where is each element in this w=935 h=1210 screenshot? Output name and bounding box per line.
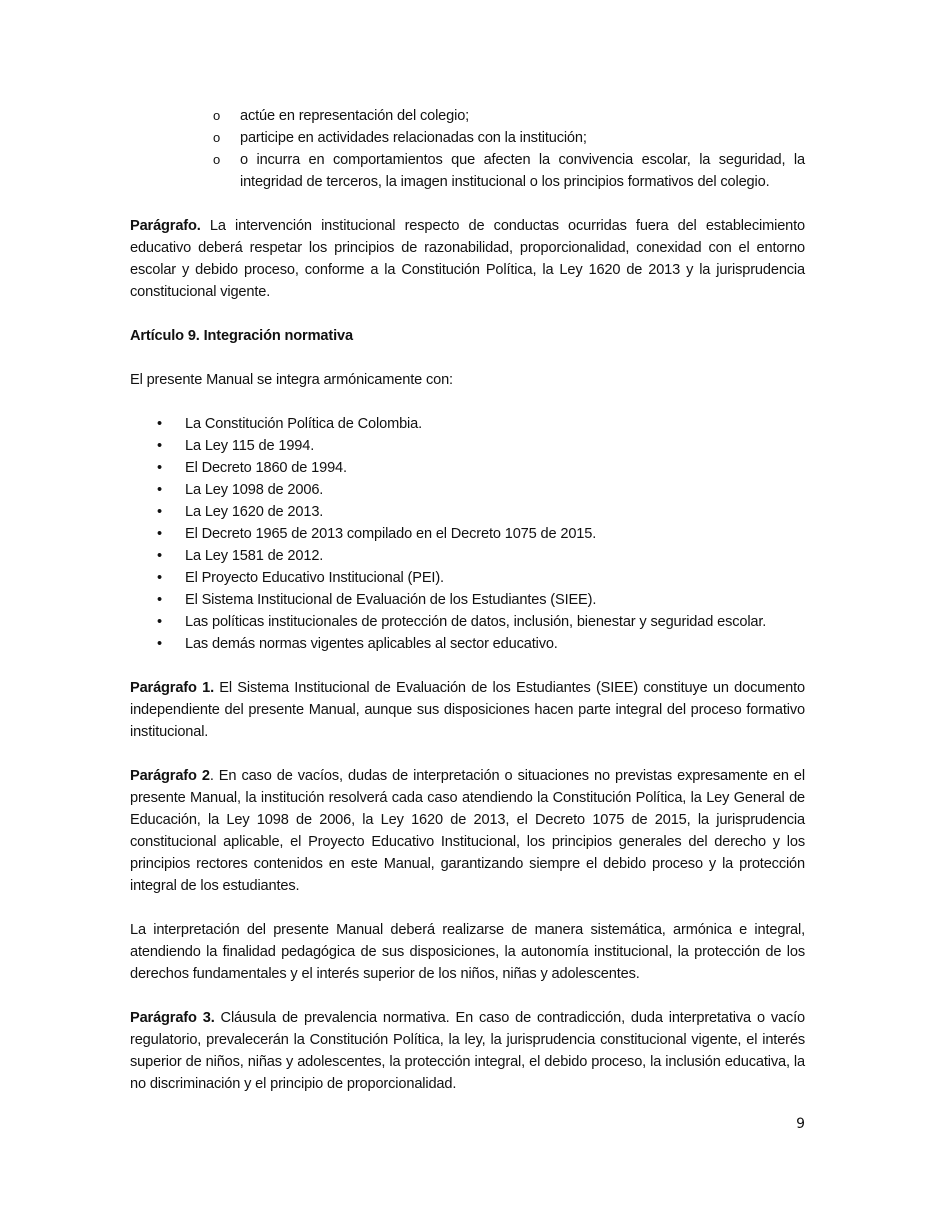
list-item: o o incurra en comportamientos que afecten la convivencia escolar, la seguridad, la integridad de terceros, la imagen institucional o los principios formativos del colegio. [130,149,805,193]
list-item: • El Proyecto Educativo Institucional (PEI). [130,567,805,589]
bullet-icon: • [157,460,162,476]
list-item: o participe en actividades relacionadas con la institución; [130,127,805,149]
conduct-sublist [130,105,805,193]
list-item: • La Ley 115 de 1994. [130,435,805,457]
list-item: o actúe en representación del colegio; [130,105,805,127]
paragraph-paragrafo-1: Parágrafo 1. El Sistema Institucional de Evaluación de los Estudiantes (SIEE) constituye un documento independiente del presente Manual, aunque sus disposiciones hacen parte integral del proceso formativo institucional. [130,680,805,740]
list-item: • La Ley 1581 de 2012. [130,545,805,567]
list-item: • Las demás normas vigentes aplicables al sector educativo. [130,633,805,655]
paragraph-paragrafo: Parágrafo. La intervención institucional respecto de conductas ocurridas fuera del establecimiento educativo deberá respetar los principios de razonabilidad, proporcionalidad, conexidad con el entorno escolar y debido proceso, conforme a la Constitución Política, la Ley 1620 de 2013 y la jurisprudencia constitucional vigente. [130,218,805,300]
circle-bullet-icon: o [213,108,221,123]
bullet-icon: • [157,570,162,586]
bullet-icon: • [157,504,162,520]
paragraph-paragrafo-3: Parágrafo 3. Cláusula de prevalencia normativa. En caso de contradicción, duda interpretativa o vacío regulatorio, prevalecerán la Constitución Política, la ley, la jurisprudencia constitucional vigente, el interés superior de niños, niñas y adolescentes, la protección integral, el debido proceso, la inclusión educativa, la no discriminación y el principio de proporcionalidad. [130,1010,805,1092]
bullet-icon: • [157,482,162,498]
bullet-icon: • [157,614,162,630]
paragrafo-label: Parágrafo. [130,218,201,234]
circle-bullet-icon: o [213,152,221,167]
article-intro: El presente Manual se integra armónicamente con: [130,372,453,388]
paragrafo-2-label: Parágrafo 2 [130,768,210,784]
list-item: • La Ley 1620 de 2013. [130,501,805,523]
paragraph-paragrafo-2: Parágrafo 2. En caso de vacíos, dudas de interpretación o situaciones no previstas expresamente en el presente Manual, la institución resolverá cada caso atendiendo la Constitución Política, la Ley General de Educación, la Ley 1098 de 2006, la Ley 1620 de 2013, el Decreto 1075 de 2015, la jurisprudencia constitucional aplicable, el Proyecto Educativo Institucional, los principios generales del derecho y los principios rectores contenidos en este Manual, garantizando siempre el debido proceso y la protección integral de los estudiantes. [130,768,805,894]
list-item: • El Sistema Institucional de Evaluación de los Estudiantes (SIEE). [130,589,805,611]
circle-bullet-icon: o [213,130,221,145]
bullet-icon: • [157,548,162,564]
page-number: 9 [796,1116,805,1132]
article-heading: Artículo 9. Integración normativa [130,328,353,344]
list-item: • La Ley 1098 de 2006. [130,479,805,501]
list-item: • El Decreto 1860 de 1994. [130,457,805,479]
bullet-icon: • [157,636,162,652]
list-item: • El Decreto 1965 de 2013 compilado en el Decreto 1075 de 2015. [130,523,805,545]
list-item: • Las políticas institucionales de protección de datos, inclusión, bienestar y seguridad escolar. [130,611,805,633]
bullet-icon: • [157,438,162,454]
paragrafo-3-label: Parágrafo 3. [130,1010,215,1026]
document-page [130,105,805,1117]
norms-list [130,413,805,655]
paragrafo-1-label: Parágrafo 1. [130,680,214,696]
bullet-icon: • [157,592,162,608]
bullet-icon: • [157,526,162,542]
list-item: • La Constitución Política de Colombia. [130,413,805,435]
paragraph-interpretation: La interpretación del presente Manual deberá realizarse de manera sistemática, armónica e integral, atendiendo la finalidad pedagógica de sus disposiciones, la autonomía institucional, la protección de los derechos fundamentales y el interés superior de los niños, niñas y adolescentes. [130,922,805,982]
bullet-icon: • [157,416,162,432]
